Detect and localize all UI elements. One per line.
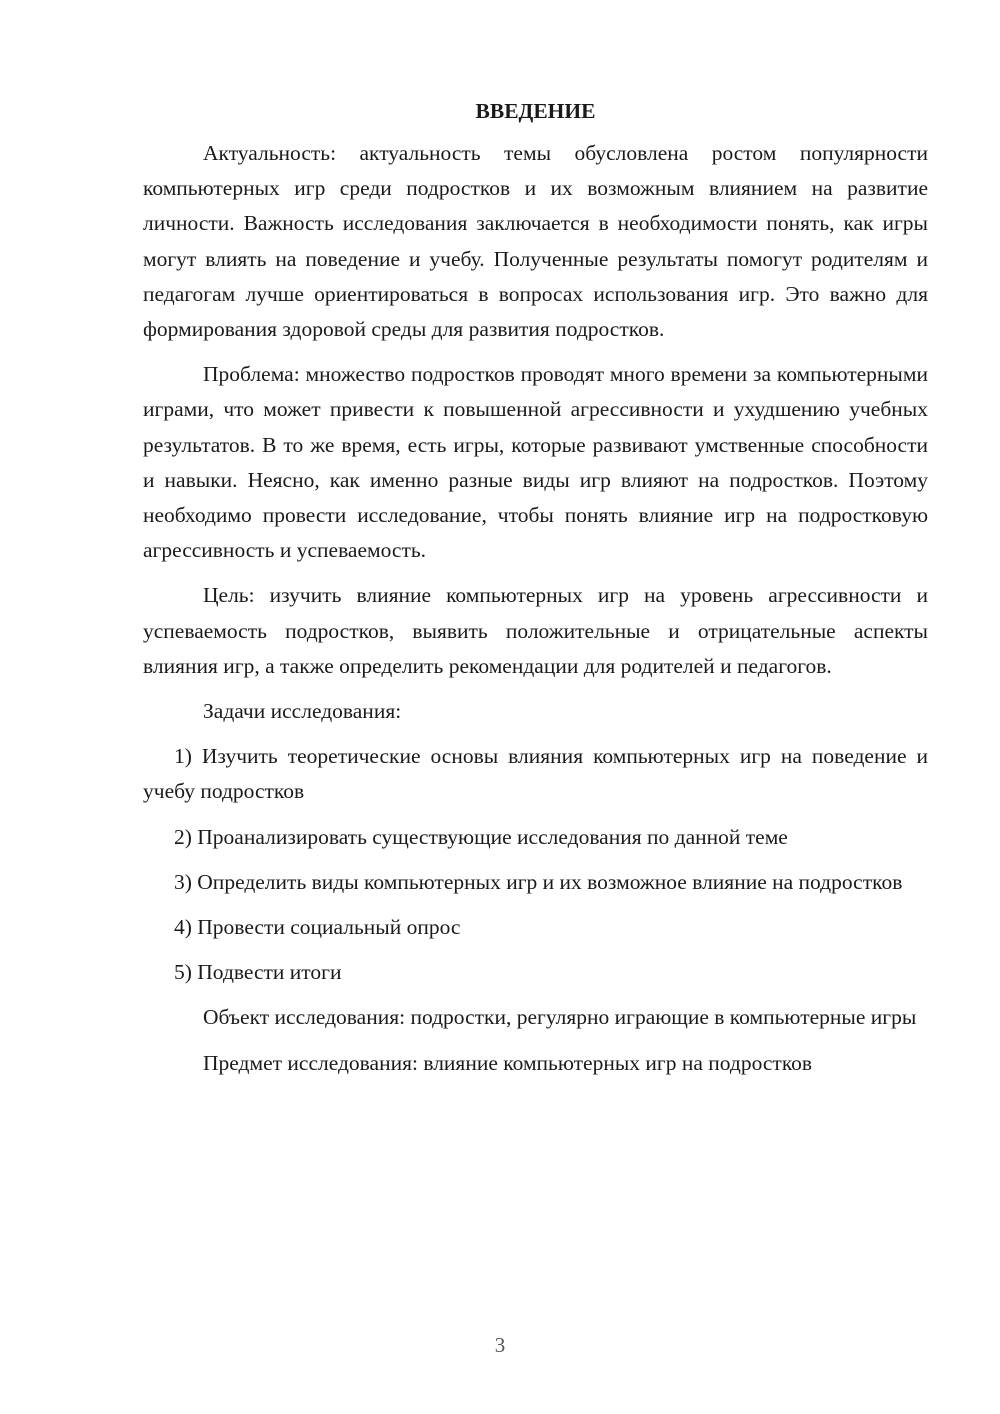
problem-paragraph: Проблема: множество подростков проводят много времени за компьютерными играми, что может привести к повышенной агрессивности и ухудшению учебных результатов. В то же время, есть игры, которые развивают умственные способности и навыки. Неясно, как именно разные виды игр влияют на подростков. Поэтому необходимо провести исследование, чтобы понять влияние игр на подростковую агрессивность и успеваемость. — [143, 362, 928, 563]
task-item-3: 3) Определить виды компьютерных игр и их возможное влияние на подростков — [174, 869, 903, 894]
research-object-paragraph: Объект исследования: подростки, регулярно играющие в компьютерные игры — [203, 1005, 917, 1030]
page-title: ВВЕДЕНИЕ — [475, 99, 596, 123]
task-item-1: 1) Изучить теоретические основы влияния компьютерных игр на поведение и учебу подростков — [143, 744, 928, 804]
task-item-2: 2) Проанализировать существующие исследования по данной теме — [174, 824, 788, 849]
relevance-paragraph: Актуальность: актуальность темы обусловлена ростом популярности компьютерных игр среди подростков и их возможным влиянием на развитие личности. Важность исследования заключается в необходимости понять, как игры могут влиять на поведение и учебу. Полученные результаты помогут родителям и педагогам лучше ориентироваться в вопросах использования игр. Это важно для формирования здоровой среды для развития подростков. — [143, 141, 928, 342]
task-item-4: 4) Провести социальный опрос — [174, 915, 461, 940]
page-number: 3 — [494, 1333, 506, 1357]
goal-paragraph: Цель: изучить влияние компьютерных игр на уровень агрессивности и успеваемость подростков, выявить положительные и отрицательные аспекты влияния игр, а также определить рекомендации для родителей и педагогов. — [143, 583, 928, 678]
document-page — [143, 94, 928, 1091]
research-subject-paragraph: Предмет исследования: влияние компьютерных игр на подростков — [203, 1050, 813, 1075]
task-item-5: 5) Подвести итоги — [174, 960, 342, 985]
tasks-heading: Задачи исследования: — [203, 699, 402, 724]
